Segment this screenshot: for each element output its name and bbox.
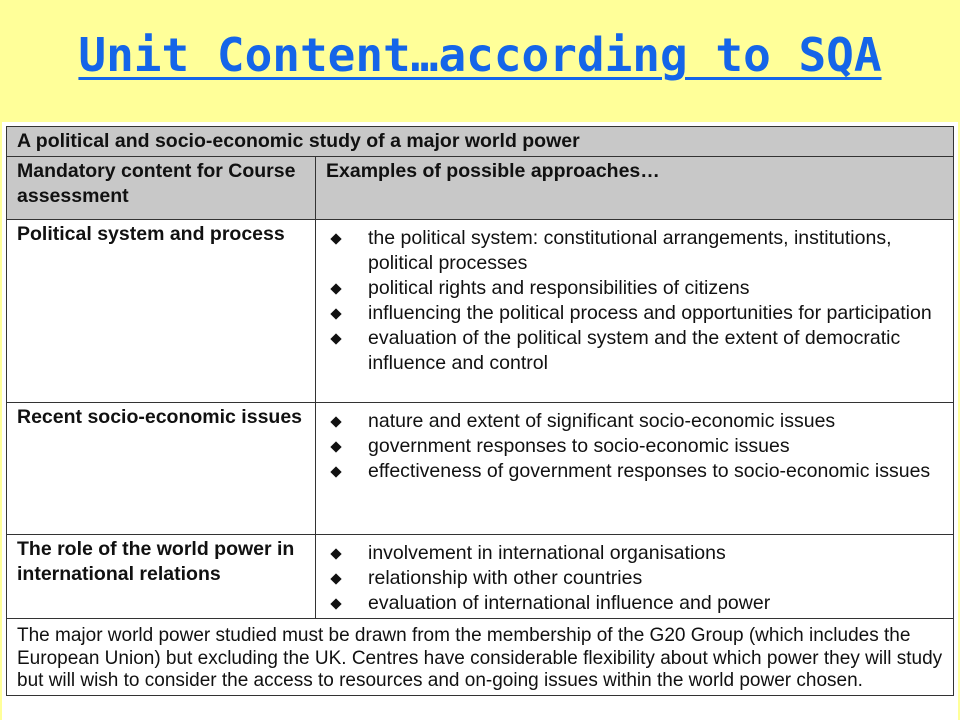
diamond-bullet-icon xyxy=(330,233,341,244)
diamond-bullet-icon xyxy=(330,283,341,294)
header-mandatory: Mandatory content for Course assessment xyxy=(7,157,316,220)
sqa-content-table xyxy=(6,126,954,696)
content-sheet xyxy=(2,122,958,720)
bullet-list xyxy=(326,409,945,484)
slide-title: Unit Content…according to SQA xyxy=(78,28,882,82)
table-row xyxy=(7,403,954,535)
bullet-text: involvement in international organisations xyxy=(368,542,726,564)
table-note-row xyxy=(7,619,954,696)
bullet-text: evaluation of international influence and power xyxy=(368,592,771,614)
table-caption: A political and socio-economic study of a major world power xyxy=(7,127,954,157)
bullet-text: the political system: constitutional arrangements, institutions, political processes xyxy=(368,227,892,274)
diamond-bullet-icon xyxy=(330,416,341,427)
diamond-bullet-icon xyxy=(330,333,341,344)
list-item xyxy=(326,591,945,616)
approaches-cell xyxy=(316,403,954,535)
list-item xyxy=(326,541,945,566)
list-item xyxy=(326,326,945,376)
list-item xyxy=(326,459,945,484)
diamond-bullet-icon xyxy=(330,308,341,319)
list-item xyxy=(326,409,945,434)
table-caption-row xyxy=(7,127,954,157)
table-header-row xyxy=(7,157,954,220)
bullet-text: political rights and responsibilities of citizens xyxy=(368,277,750,299)
bullet-text: evaluation of the political system and the extent of democratic influence and control xyxy=(368,327,901,374)
header-approaches: Examples of possible approaches… xyxy=(316,157,954,220)
mandatory-cell: The role of the world power in international relations xyxy=(7,535,316,619)
list-item xyxy=(326,434,945,459)
approaches-cell xyxy=(316,535,954,619)
table-note: The major world power studied must be drawn from the membership of the G20 Group (which includes the European Union) but excluding the UK. Centres have considerable flexibility about which power they will study but will wish to consider the access to resources and on-going issues within the world power chosen. xyxy=(7,619,954,696)
diamond-bullet-icon xyxy=(330,598,341,609)
list-item xyxy=(326,301,945,326)
mandatory-cell: Recent socio-economic issues xyxy=(7,403,316,535)
bullet-text: effectiveness of government responses to socio-economic issues xyxy=(368,460,931,482)
bullet-text: nature and extent of significant socio-economic issues xyxy=(368,410,836,432)
bullet-text: influencing the political process and opportunities for participation xyxy=(368,302,932,324)
bullet-text: relationship with other countries xyxy=(368,567,643,589)
diamond-bullet-icon xyxy=(330,466,341,477)
bullet-list xyxy=(326,226,945,376)
list-item xyxy=(326,226,945,276)
bullet-text: government responses to socio-economic issues xyxy=(368,435,790,457)
table-row xyxy=(7,220,954,403)
bullet-list xyxy=(326,541,945,616)
list-item xyxy=(326,276,945,301)
approaches-cell xyxy=(316,220,954,403)
mandatory-cell: Political system and process xyxy=(7,220,316,403)
diamond-bullet-icon xyxy=(330,441,341,452)
table-row xyxy=(7,535,954,619)
diamond-bullet-icon xyxy=(330,548,341,559)
list-item xyxy=(326,566,945,591)
diamond-bullet-icon xyxy=(330,573,341,584)
